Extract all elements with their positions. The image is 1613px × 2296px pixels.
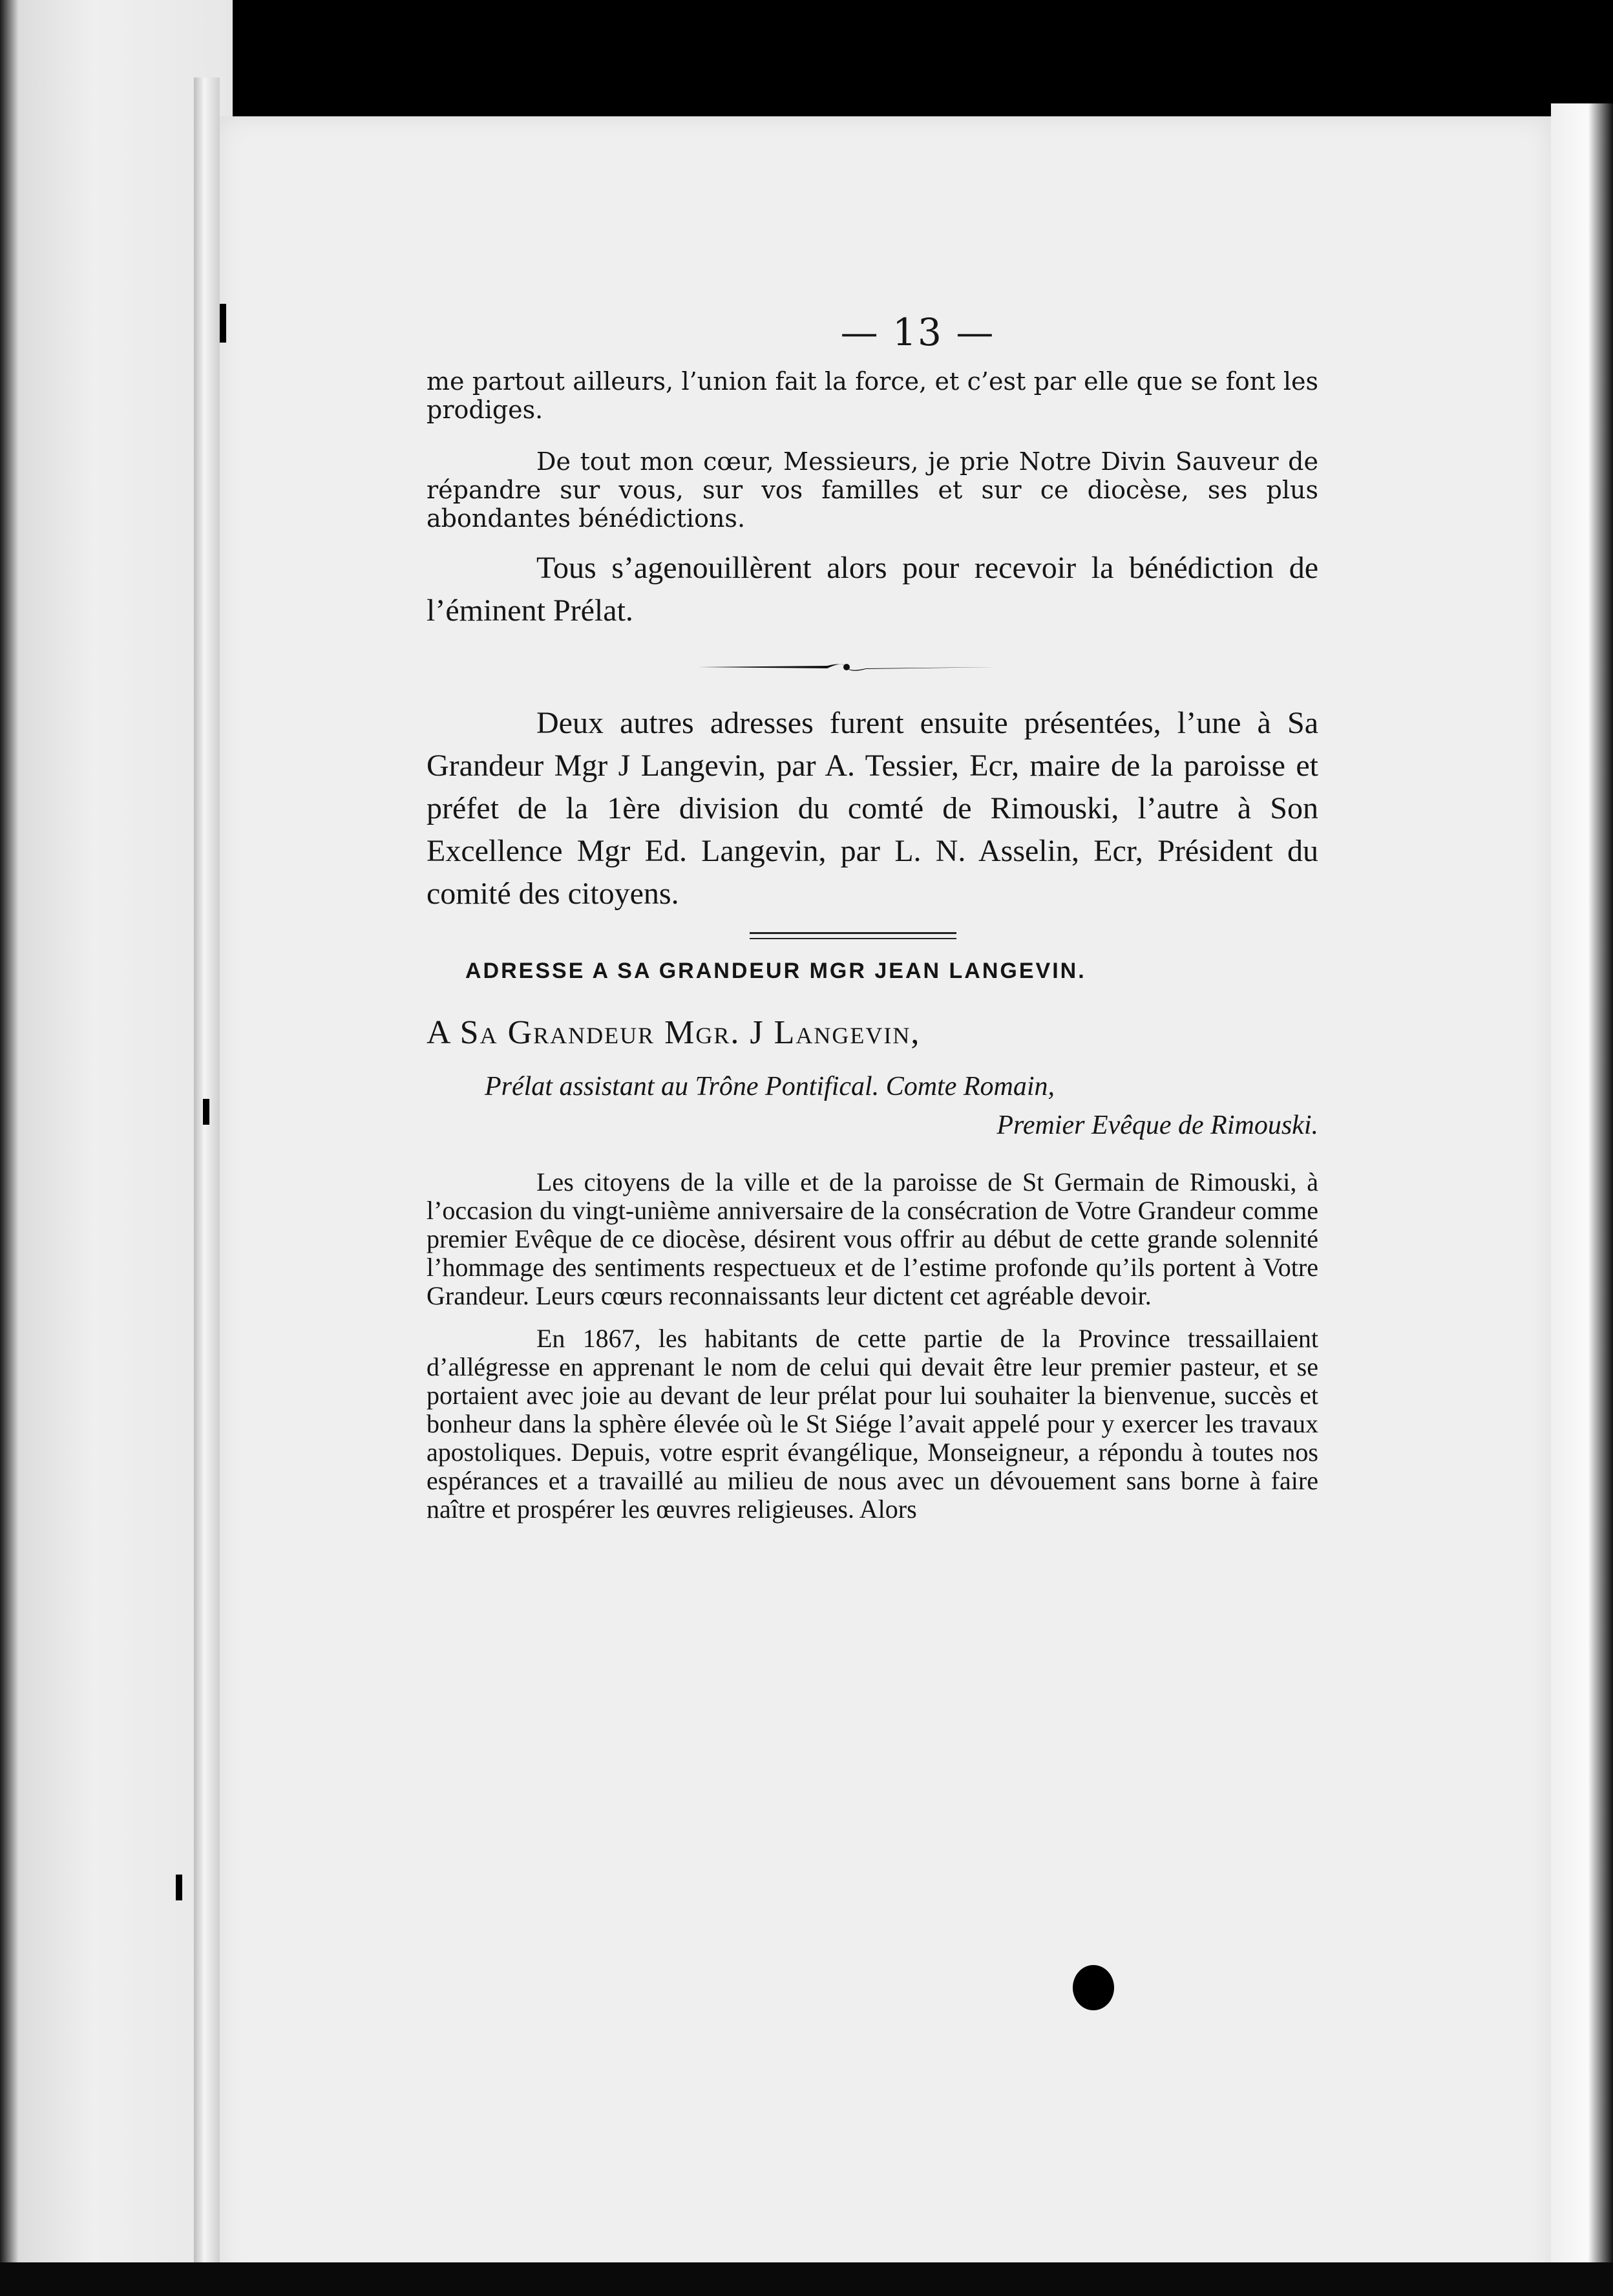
text-column: [427, 310, 1318, 1524]
binding-mark: [220, 304, 226, 343]
paragraph-addresses: Deux autres adresses furent ensuite présentées, l’une à Sa Grandeur Mgr J Langevin, par A. Tessier, Ecr, maire de la paroisse et préfet de la 1ère division du comté de Rimouski, l’autre à Son Excellence Mgr Ed. Langevin, par L. N. Asselin, Ecr, Président du comité des citoyens.: [427, 706, 1318, 911]
paragraph-continuation: me partout ailleurs, l’union fait la force, et c’est par elle que se font les prodiges.: [427, 367, 1318, 424]
paragraph-blessing: De tout mon cœur, Messieurs, je prie Notre Divin Sauveur de répandre sur vous, sur vos familles et sur ce diocèse, ses plus abondantes bénédictions.: [427, 447, 1318, 533]
double-rule: [750, 932, 956, 939]
binding-mark: [176, 1875, 182, 1900]
ink-blot: [1073, 1965, 1114, 2010]
book-spine: [194, 78, 220, 2262]
page-number: — 13 —: [840, 310, 995, 354]
page-right-edge: [1551, 103, 1613, 2296]
paragraph-kneel: Tous s’agenouillèrent alors pour recevoir la bénédiction de l’éminent Prélat.: [427, 551, 1318, 628]
binding-mark: [203, 1099, 209, 1125]
address-title: A Sa Grandeur Mgr. J Langevin,: [427, 1014, 921, 1051]
scan-bottom-edge: [0, 2262, 1613, 2296]
paragraph-1867: En 1867, les habitants de cette partie de la Province tressaillaient d’allégresse en apprenant le nom de celui qui devait être leur premier pasteur, et se portaient avec joie au devant de leur prélat pour lui souhaiter la bienvenue, succès et bonheur dans la sphère élevée où le St Siége l’avait appelé pour y exercer les travaux apostoliques. Depuis, votre esprit évangélique, Monseigneur, a répondu à toutes nos espérances et a travaillé au milieu de nous avec un dévouement sans borne à faire naître et prospérer les œuvres religieuses. Alors: [427, 1324, 1318, 1524]
ornamental-divider: [698, 661, 995, 674]
paragraph-citoyens: Les citoyens de la ville et de la paroisse de St Germain de Rimouski, à l’occasion du vingt-unième anniversaire de la consécration de Votre Grandeur comme premier Evêque de ce diocèse, désirent vous offrir au début de cette grande solennité l’hommage des sentiments respectueux et de l’estime profonde qu’ils portent à Votre Grandeur. Leurs cœurs reconnaissants leur dictent cet agréable devoir.: [427, 1167, 1318, 1310]
address-subtitle-line-2: Premier Evêque de Rimouski.: [996, 1111, 1318, 1140]
address-subtitle-line-1: Prélat assistant au Trône Pontifical. Comte Romain,: [485, 1072, 1055, 1101]
section-heading: ADRESSE A SA GRANDEUR MGR JEAN LANGEVIN.: [465, 959, 1086, 983]
